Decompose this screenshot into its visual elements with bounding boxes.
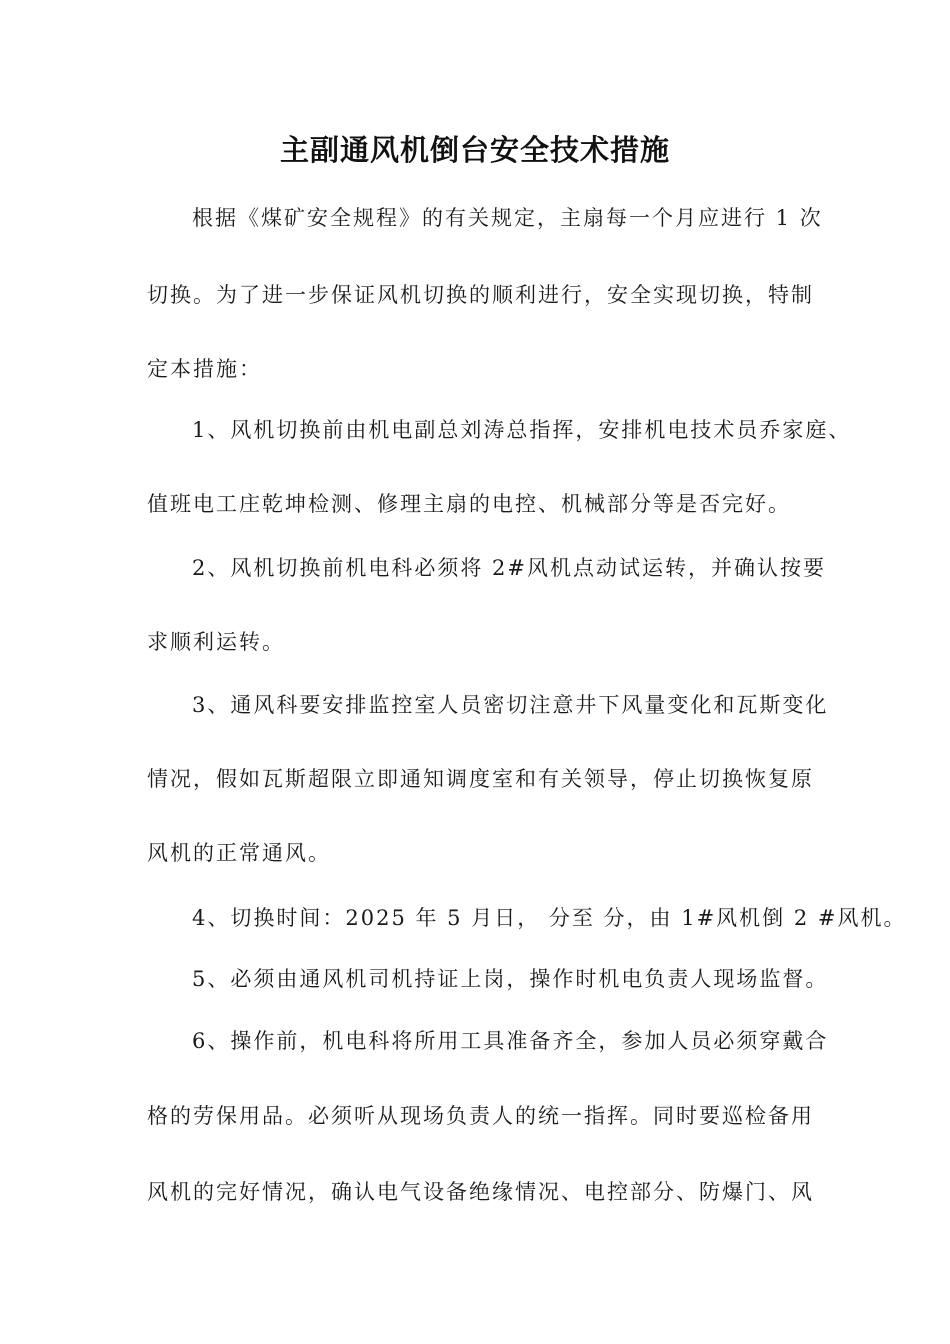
item-3-line-3: 风机的正常通风。	[147, 841, 331, 865]
item-3-line-2: 情况，假如瓦斯超限立即通知调度室和有关领导，停止切换恢复原	[147, 767, 814, 791]
item-4-line-1: 4、切换时间：2025 年 5 月日， 分至 分，由 1#风机倒 2 #风机。	[192, 906, 907, 930]
document-title: 主副通风机倒台安全技术措施	[279, 133, 670, 167]
item-2-line-1: 2、风机切换前机电科必须将 2#风机点动试运转，并确认按要	[192, 556, 826, 580]
item-2-line-2: 求顺利运转。	[147, 630, 285, 654]
item-6-line-3: 风机的完好情况，确认电气设备绝缘情况、电控部分、防爆门、风	[147, 1180, 814, 1204]
paragraph-intro-line-1: 根据《煤矿安全规程》的有关规定，主扇每一个月应进行 1 次	[192, 206, 823, 230]
item-3-line-1: 3、通风科要安排监控室人员密切注意井下风量变化和瓦斯变化	[192, 693, 829, 717]
paragraph-intro-line-2: 切换。为了进一步保证风机切换的顺利进行，安全实现切换，特制	[147, 283, 814, 307]
item-6-line-2: 格的劳保用品。必须听从现场负责人的统一指挥。同时要巡检备用	[147, 1104, 814, 1128]
item-6-line-1: 6、操作前，机电科将所用工具准备齐全，参加人员必须穿戴合	[192, 1029, 829, 1053]
paragraph-intro-line-3: 定本措施：	[147, 357, 262, 381]
item-5-line-1: 5、必须由通风机司机持证上岗，操作时机电负责人现场监督。	[192, 967, 829, 991]
item-1-line-1: 1、风机切换前由机电副总刘涛总指挥，安排机电技术员乔家庭、	[192, 418, 852, 442]
item-1-line-2: 值班电工庄乾坤检测、修理主扇的电控、机械部分等是否完好。	[147, 492, 791, 516]
